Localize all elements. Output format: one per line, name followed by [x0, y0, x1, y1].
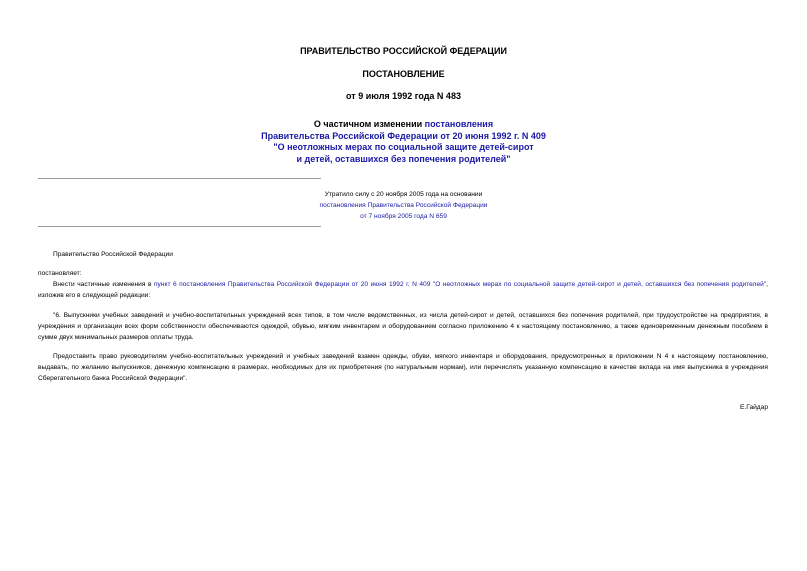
document-title — [0, 119, 807, 165]
title-link-postanovleniya[interactable]: постановления — [424, 119, 494, 129]
top-divider — [38, 178, 321, 179]
paragraph-1-lead: Внести частичные изменения в — [53, 281, 154, 288]
paragraph-1-link[interactable]: пункт 6 постановления Правительства Российской Федерации от 20 июня 1992 г. N 409 "О неотложных мерах по социальной защите детей-сирот и детей, оставшихся без попечения родителей" — [153, 281, 767, 288]
signature: Е.Гайдар — [740, 404, 768, 411]
paragraph-1-tail: , изложив его в следующей редакции: — [38, 281, 769, 299]
paragraph-1 — [38, 279, 768, 301]
repeal-note-link-line-3[interactable]: от 7 ноября 2005 года N 659 — [360, 213, 447, 220]
title-prefix: О частичном изменении — [313, 119, 425, 129]
title-line-1 — [0, 119, 807, 131]
paragraph-3: Предоставить право руководителям учебно-воспитательных учреждений и учебных заведений взамен одежды, обуви, мягкого инвентаря и оборудования, предусмотренных в приложении N 4 к настоящему постановлению, выдавать, по желанию выпускников, денежную компенсацию в размерах, необходимых для их приобретения (по натуральным нормам), или перечислять указанную компенсацию в качестве вклада на имя выпускника в учреждения Сберегательного банка Российской Федерации". — [38, 353, 768, 382]
title-link-line-3[interactable]: "О неотложных мерах по социальной защите детей-сирот — [273, 142, 534, 152]
repeal-note — [0, 189, 807, 222]
intro-text: Правительство Российской Федерации — [53, 251, 173, 258]
government-heading: ПРАВИТЕЛЬСТВО РОССИЙСКОЙ ФЕДЕРАЦИИ — [300, 46, 507, 56]
repeal-note-line-1: Утратило силу с 20 ноября 2005 года на основании — [324, 191, 483, 198]
document-type-heading: ПОСТАНОВЛЕНИЕ — [362, 69, 445, 79]
document-date-number: от 9 июля 1992 года N 483 — [346, 91, 461, 101]
decrees-text: постановляет: — [38, 270, 82, 277]
repeal-note-link-line-2[interactable]: постановления Правительства Российской Федерации — [319, 202, 488, 209]
paragraph-2: "6. Выпускники учебных заведений и учебно-воспитательных учреждений всех типов, в том числе ведомственных, из числа детей-сирот и детей, оставшихся без попечения родителей, при трудоустройстве на предприятия, в учреждения и организации всех форм собственности обеспечиваются одеждой, обувью, мягким инвентарем и оборудованием согласно приложению 4 к настоящему постановлению, а также единовременным денежным пособием в сумме двух минимальных размеров оплаты труда. — [38, 312, 768, 341]
bottom-divider — [38, 226, 321, 227]
title-link-line-2[interactable]: Правительства Российской Федерации от 20 июня 1992 г. N 409 — [261, 130, 546, 141]
title-link-line-4[interactable]: и детей, оставшихся без попечения родителей" — [296, 153, 511, 164]
